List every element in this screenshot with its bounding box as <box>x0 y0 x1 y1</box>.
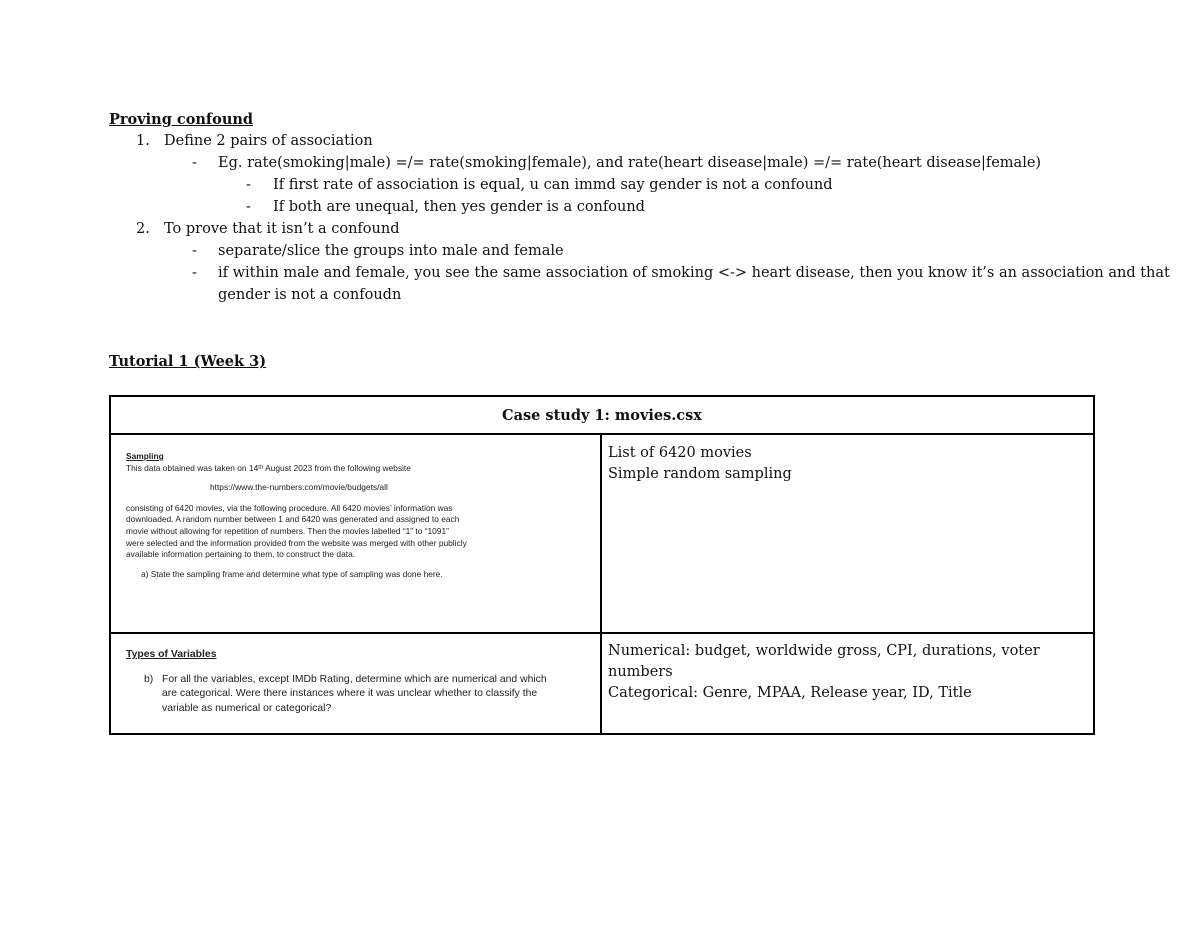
answer-cell-variables <box>601 633 1094 734</box>
shot-question-a: a) State the sampling frame and determine what type of sampling was done here. <box>141 568 443 579</box>
table-title: Case study 1: movies.csx <box>110 396 1094 434</box>
case-study-table <box>109 395 1095 735</box>
shot-para-line: were selected and the information provided from the website was merged with other publicly <box>126 537 467 548</box>
answer-cell-sampling <box>601 434 1094 633</box>
list-item-2-sub-1: separate/slice the groups into male and female <box>218 243 564 259</box>
list-number-1: 1. <box>136 133 150 149</box>
shot-question-line: are categorical. Were there instances where it was unclear whether to classify the <box>162 688 538 700</box>
shot-title-variables: Types of Variables <box>126 649 217 660</box>
shot-question-line: variable as numerical or categorical? <box>162 702 332 714</box>
shot-title-sampling: Sampling <box>126 451 164 461</box>
bullet-dash: - <box>192 243 197 259</box>
list-item-2-sub-2: if within male and female, you see the same association of smoking <-> heart disease, then you know it’s an association and that <box>218 265 1170 281</box>
answer-line: Numerical: budget, worldwide gross, CPI, durations, voter numbers <box>608 643 1040 680</box>
list-item-2-sub-2-cont: gender is not a confoudn <box>218 287 402 303</box>
question-screenshot-variables <box>110 633 601 734</box>
bullet-dash: - <box>246 177 251 193</box>
list-item-1-sub-2: If both are unequal, then yes gender is a confound <box>273 199 645 215</box>
shot-question-line: For all the variables, except IMDb Rating, determine which are numerical and which <box>162 673 547 685</box>
bullet-dash: - <box>246 199 251 215</box>
answer-line: Categorical: Genre, MPAA, Release year, ID, Title <box>608 685 972 701</box>
list-item-1-sub-1: If first rate of association is equal, u can immd say gender is not a confound <box>273 177 833 193</box>
shot-para-line: available information pertaining to them, to construct the data. <box>126 549 356 560</box>
list-item-2: To prove that it isn’t a confound <box>164 221 400 237</box>
shot-url: https://www.the-numbers.com/movie/budgets/all <box>210 482 388 493</box>
shot-question-label: b) <box>144 673 154 685</box>
bullet-dash: - <box>192 265 197 281</box>
shot-para-line: consisting of 6420 movies, via the following procedure. All 6420 movies’ information was <box>126 502 453 513</box>
bullet-dash: - <box>192 155 197 171</box>
list-item-1-example: Eg. rate(smoking|male) =/= rate(smoking|female), and rate(heart disease|male) =/= rate(heart disease|female) <box>218 155 1042 171</box>
question-screenshot-sampling <box>110 434 601 633</box>
answer-line: Simple random sampling <box>608 466 792 482</box>
shot-para-line: downloaded. A random number between 1 and 6420 was generated and assigned to each <box>126 514 460 525</box>
heading-tutorial: Tutorial 1 (Week 3) <box>109 353 267 370</box>
list-item-1: Define 2 pairs of association <box>164 133 373 149</box>
heading-proving-confound: Proving confound <box>109 111 254 128</box>
list-number-2: 2. <box>136 221 150 237</box>
shot-para-line: movie without allowing for repetition of numbers. Then the movies labelled “1” to “1091” <box>126 525 449 536</box>
shot-line: This data obtained was taken on 14ᵗʰ August 2023 from the following website <box>126 462 411 473</box>
answer-line: List of 6420 movies <box>608 445 752 461</box>
